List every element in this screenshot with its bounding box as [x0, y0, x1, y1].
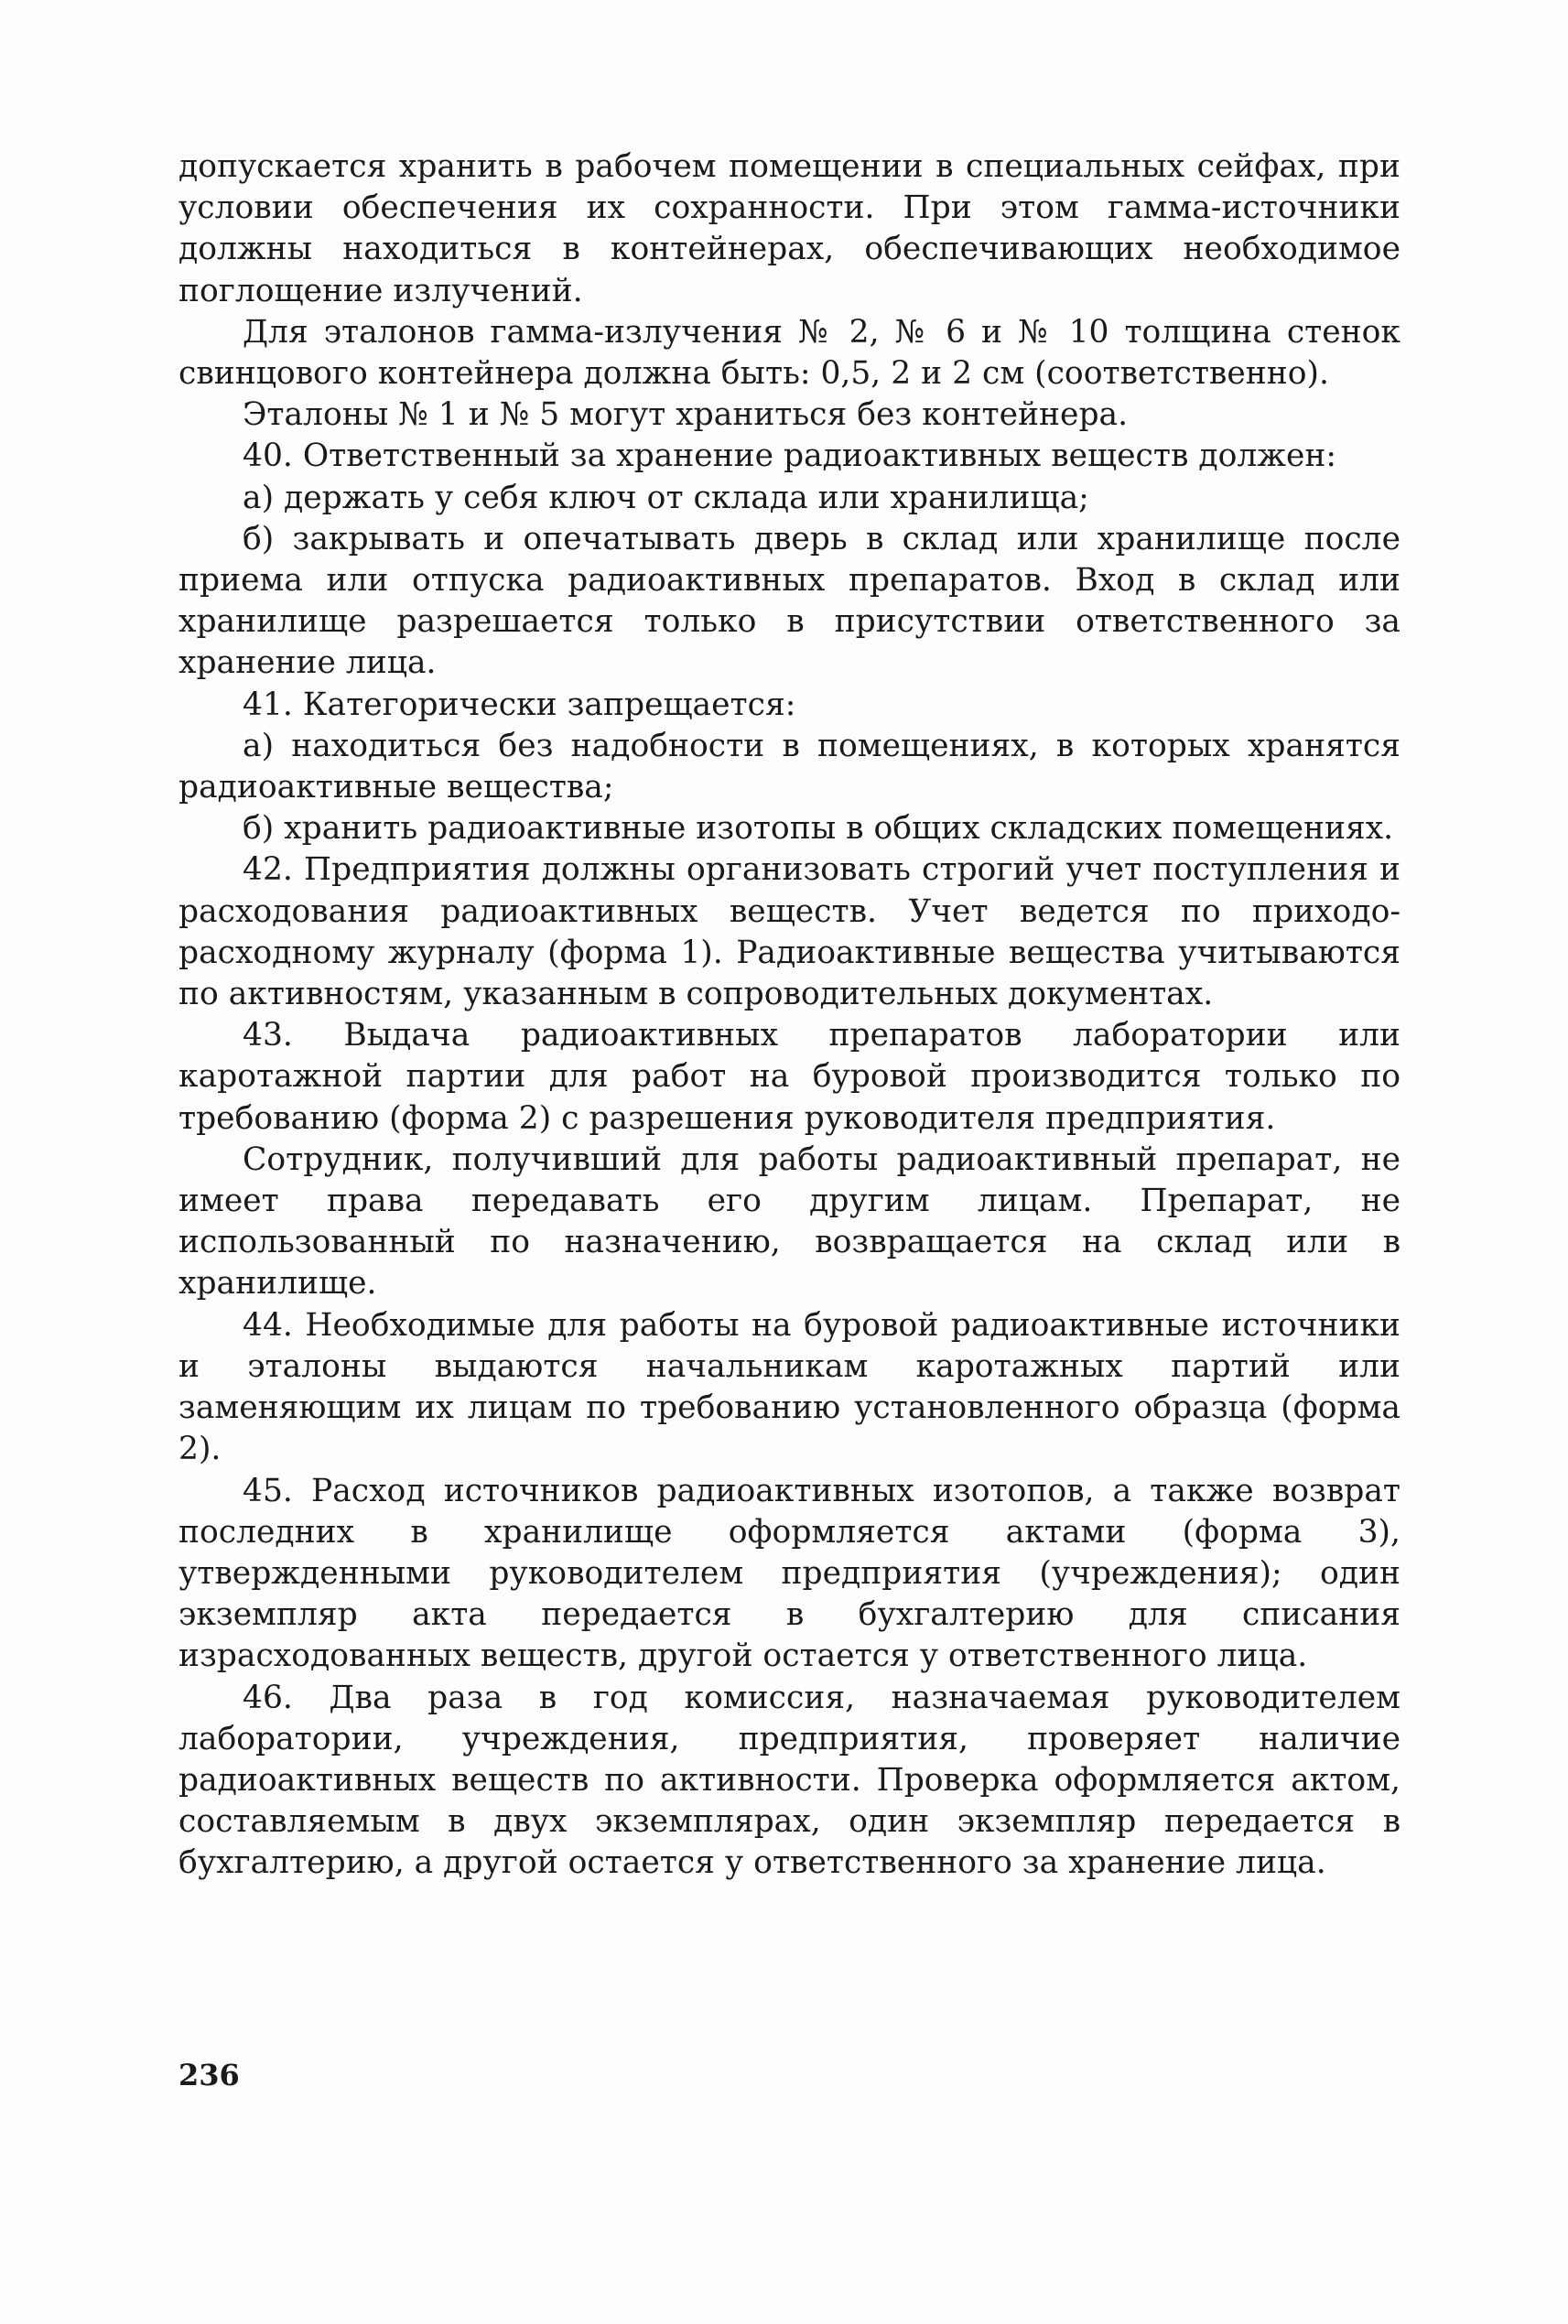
paragraph-item-44: 44. Необходимые для работы на буровой радиоактивные источники и эталоны выдаются начальникам каротажных партий или заменяющим их лицам по требованию установленного образца (форма 2).: [178, 1306, 1400, 1468]
paragraph-item-40b: б) закрывать и опечатывать дверь в склад или хранилище после приема или отпуска радиоактивных препаратов. Вход в склад или хранилище разрешается только в присутствии ответственного за хранение лица.: [178, 520, 1400, 682]
paragraph-standards-no-container: Эталоны № 1 и № 5 могут храниться без контейнера.: [243, 396, 1129, 434]
paragraph-item-43: 43. Выдача радиоактивных препаратов лаборатории или каротажной партии для работ на буровой производится только по требованию (форма 2) с разрешения руководителя предприятия.: [178, 1017, 1400, 1137]
paragraph-item-46: 46. Два раза в год комиссия, назначаемая руководителем лаборатории, учреждения, предприятия, проверяет наличие радиоактивных веществ по активности. Проверка оформляется актом, составляемым в двух экземплярах, один экземпляр передается в бухгалтерию, а другой остается у ответственного за хранение лица.: [178, 1679, 1400, 1882]
paragraph-item-41: 41. Категорически запрещается:: [243, 686, 796, 723]
page-number: 236: [178, 2058, 240, 2092]
page-body-text: [178, 146, 1400, 1885]
paragraph-item-45: 45. Расход источников радиоактивных изотопов, а также возврат последних в хранилище оформляется актами (форма 3), утвержденными руководителем предприятия (учреждения); один экземпляр акта передается в бухгалтерию для списания израсходованных веществ, другой остается у ответственного лица.: [178, 1472, 1400, 1675]
paragraph-item-41a: а) находиться без надобности в помещениях, в которых хранятся радиоактивные вещества;: [178, 727, 1400, 806]
paragraph-item-42: 42. Предприятия должны организовать строгий учет поступления и расходования радиоактивных веществ. Учет ведется по приходо-расходному журналу (форма 1). Радиоактивные вещества учитываются по активностям, указанным в сопроводительных документах.: [178, 851, 1400, 1013]
paragraph-gamma-standards: Для эталонов гамма-излучения № 2, № 6 и № 10 толщина стенок свинцового контейнера должна быть: 0,5, 2 и 2 см (соответственно).: [178, 313, 1400, 393]
paragraph-item-40: 40. Ответственный за хранение радиоактивных веществ должен:: [243, 438, 1337, 475]
paragraph-continuation: допускается хранить в рабочем помещении в специальных сейфах, при условии обеспечения их сохранности. При этом гамма-источники должны находиться в контейнерах, обеспечивающих необходимое поглощение излучений.: [178, 148, 1400, 309]
paragraph-item-41b: б) хранить радиоактивные изотопы в общих складских помещениях.: [243, 810, 1394, 848]
paragraph-item-43-employee: Сотрудник, получивший для работы радиоактивный препарат, не имеет права передавать его другим лицам. Препарат, не использованный по назначению, возвращается на склад или в хранилище.: [178, 1140, 1400, 1303]
paragraph-item-40a: а) держать у себя ключ от склада или хранилища;: [243, 479, 1089, 516]
